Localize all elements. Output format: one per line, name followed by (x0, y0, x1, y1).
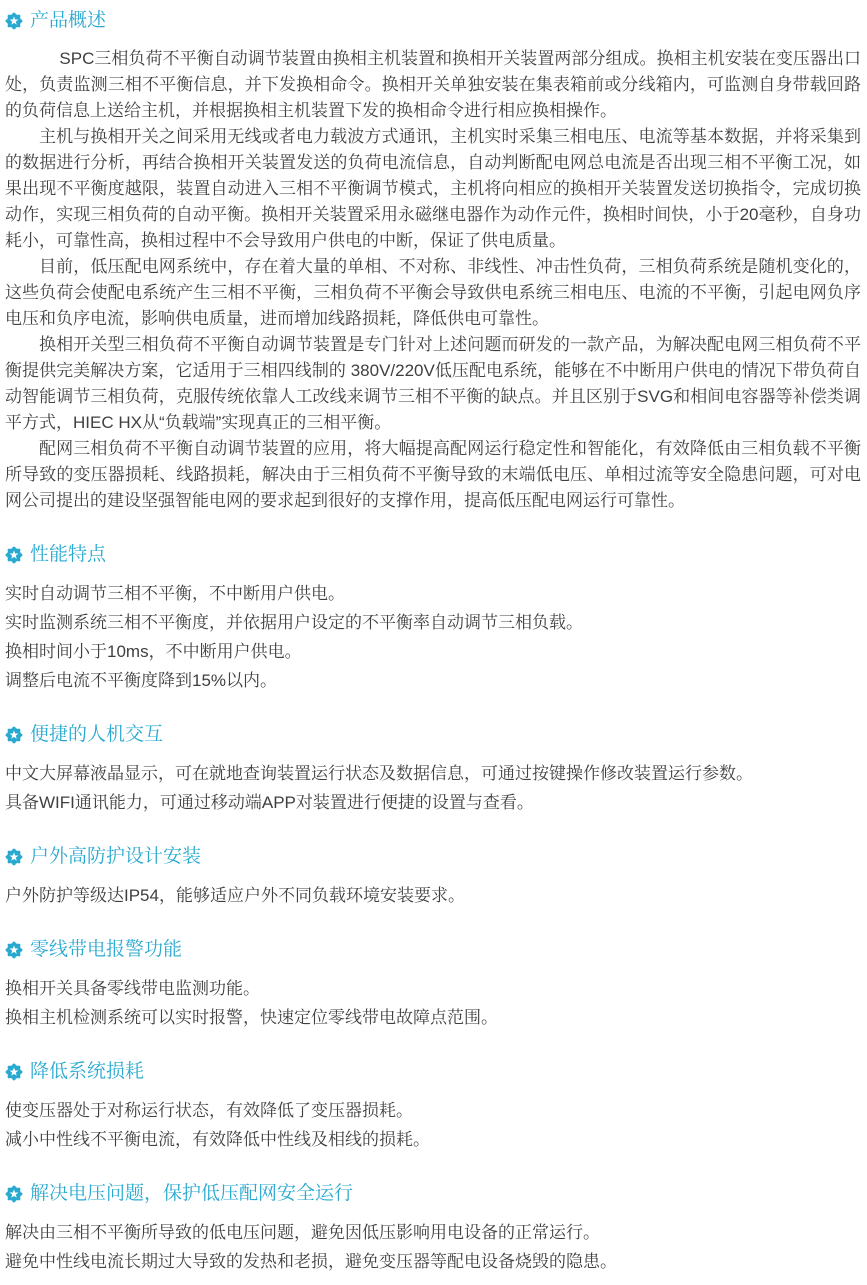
feature-line: 具备WIFI通讯能力，可通过移动端APP对装置进行便捷的设置与查看。 (5, 793, 534, 812)
section-loss-reduction (5, 1061, 861, 1153)
circled-star-badge-icon (5, 941, 23, 959)
feature-line: 换相主机检测系统可以实时报警，快速定位零线带电故障点范围。 (5, 1008, 498, 1027)
section-heading (5, 10, 861, 32)
section-heading (5, 939, 861, 961)
feature-line: 中文大屏幕液晶显示，可在就地查询装置运行状态及数据信息，可通过按键操作修改装置运行参数。 (5, 764, 753, 783)
section-title-text: 降低系统损耗 (30, 1061, 145, 1082)
circled-star-badge-icon (5, 546, 23, 564)
feature-line: 使变压器处于对称运行状态，有效降低了变压器损耗。 (5, 1101, 413, 1120)
section-title-text: 户外高防护设计安装 (30, 846, 202, 867)
feature-line: 户外防护等级达IP54，能够适应户外不同负载环境安装要求。 (5, 886, 465, 905)
circled-star-badge-icon (5, 726, 23, 744)
section-title-text: 性能特点 (30, 544, 107, 565)
circled-star-badge-icon (5, 1185, 23, 1203)
feature-line: 解决由三相不平衡所导致的低电压问题，避免因低压影响用电设备的正常运行。 (5, 1223, 600, 1242)
circled-star-badge-icon (5, 848, 23, 866)
paragraph: 目前，低压配电网系统中，存在着大量的单相、不对称、非线性、冲击性负荷，三相负荷系统是随机变化的，这些负荷会使配电系统产生三相不平衡，三相负荷不平衡会导致供电系统三相电压、电流的不平衡，引起电网负序电压和负序电流，影响供电质量，进而增加线路损耗，降低供电可靠性。 (5, 257, 861, 328)
section-title-text: 便捷的人机交互 (30, 724, 164, 745)
feature-line: 实时监测系统三相不平衡度，并依据用户设定的不平衡率自动调节三相负载。 (5, 613, 583, 632)
circled-star-badge-icon (5, 1063, 23, 1081)
section-outdoor-protection (5, 846, 861, 909)
section-performance-features (5, 544, 861, 694)
section-heading (5, 1183, 861, 1205)
circled-star-badge-icon (5, 12, 23, 30)
section-title-text: 零线带电报警功能 (30, 939, 183, 960)
section-title-text: 解决电压问题，保护低压配网安全运行 (30, 1183, 354, 1204)
section-heading (5, 846, 861, 868)
paragraph: 主机与换相开关之间采用无线或者电力载波方式通讯，主机实时采集三相电压、电流等基本数据，并将采集到的数据进行分析，再结合换相开关装置发送的负荷电流信息，自动判断配电网总电流是否出现三相不平衡工况，如果出现不平衡度越限，装置自动进入三相不平衡调节模式，主机将向相应的换相开关装置发送切换指令，完成切换动作，实现三相负荷的自动平衡。换相开关装置采用永磁继电器作为动作元件，换相时间快，小于20毫秒，自身功耗小，可靠性高，换相过程中不会导致用户供电的中断，保证了供电质量。 (5, 127, 861, 250)
paragraph: 配网三相负荷不平衡自动调节装置的应用，将大幅提高配网运行稳定性和智能化，有效降低由三相负载不平衡所导致的变压器损耗、线路损耗，解决由于三相负荷不平衡导致的末端低电压、单相过流等安全隐患问题，可对电网公司提出的建设坚强智能电网的要求起到很好的支撑作用，提高低压配电网运行可靠性。 (5, 439, 861, 510)
section-voltage-safety (5, 1183, 861, 1275)
section-neutral-alarm (5, 939, 861, 1031)
feature-line: 调整后电流不平衡度降到15%以内。 (5, 671, 278, 690)
section-hmi (5, 724, 861, 816)
feature-line: 减小中性线不平衡电流，有效降低中性线及相线的损耗。 (5, 1130, 430, 1149)
paragraph: 换相开关型三相负荷不平衡自动调节装置是专门针对上述问题而研发的一款产品，为解决配电网三相负荷不平衡提供完美解决方案，它适用于三相四线制的 380V/220V低压配电系统，能够在不中断用户供电的情况下带负荷自动智能调节三相负荷，克服传统依靠人工改线来调节三相不平衡的缺点。并且区别于SVG和相间电容器等补偿类调平方式，HIEC HX从“负载端”实现真正的三相平衡。 (5, 335, 861, 432)
paragraph: SPC三相负荷不平衡自动调节装置由换相主机装置和换相开关装置两部分组成。换相主机安装在变压器出口处，负责监测三相不平衡信息，并下发换相命令。换相开关单独安装在集表箱前或分线箱内，可监测自身带载回路的负荷信息上送给主机，并根据换相主机装置下发的换相命令进行相应换相操作。 (5, 49, 861, 120)
feature-line: 实时自动调节三相不平衡，不中断用户供电。 (5, 584, 345, 603)
section-heading (5, 724, 861, 746)
section-product-overview (5, 10, 861, 514)
section-heading (5, 544, 861, 566)
feature-line: 换相开关具备零线带电监测功能。 (5, 979, 260, 998)
section-heading (5, 1061, 861, 1083)
feature-line: 换相时间小于10ms，不中断用户供电。 (5, 642, 302, 661)
section-title-text: 产品概述 (30, 10, 107, 31)
feature-line: 避免中性线电流长期过大导致的发热和老损，避免变压器等配电设备烧毁的隐患。 (5, 1252, 617, 1271)
